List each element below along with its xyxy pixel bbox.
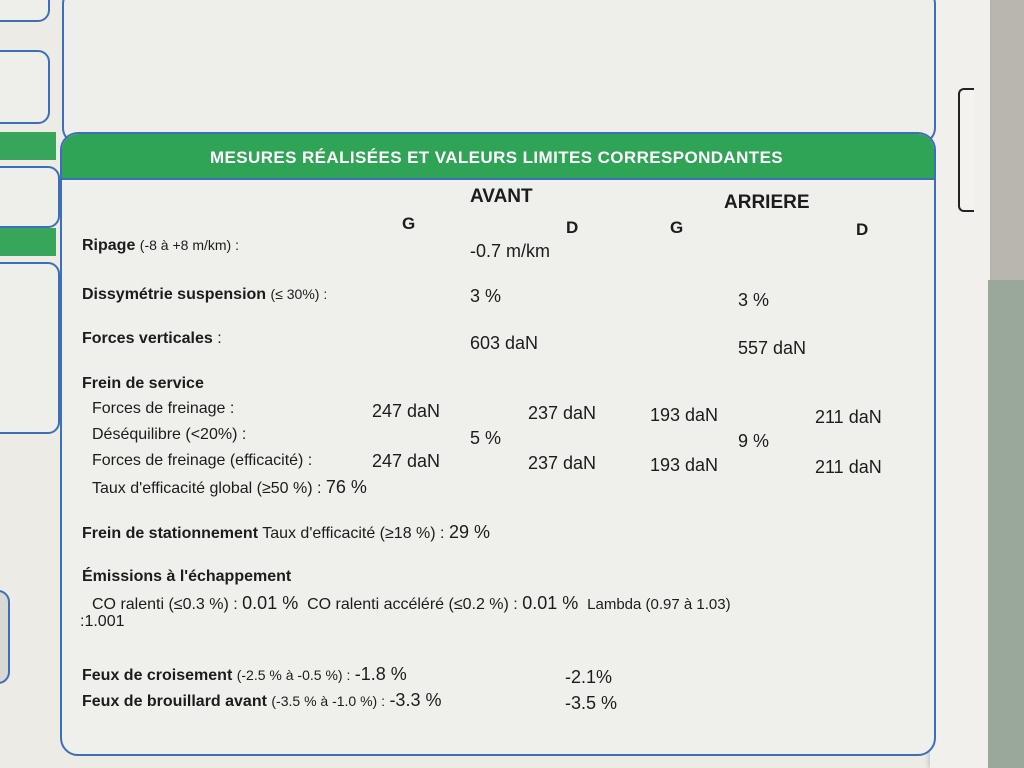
- forces-efficacite-avant-d: 237 daN: [528, 453, 597, 473]
- binder-tab: [958, 88, 974, 212]
- feux-brouillard-d: -3.5 %: [565, 693, 618, 713]
- ripage-label: Ripage: [82, 237, 136, 254]
- dissymetrie-label: Dissymétrie suspension: [82, 286, 267, 303]
- left-field-box: [0, 50, 50, 124]
- forces-verticales-arriere: 557 daN: [738, 338, 807, 358]
- section-title: MESURES RÉALISÉES ET VALEURS LIMITES CORRESPONDANTES: [210, 148, 784, 167]
- feux-brouillard-label: Feux de brouillard avant: [82, 693, 267, 710]
- left-green-band: [0, 228, 56, 256]
- feux-croisement-row: [82, 664, 407, 685]
- ripage-row: [82, 237, 239, 255]
- forces-freinage-avant-g: 247 daN: [372, 401, 441, 421]
- forces-efficacite-label: Forces de freinage (efficacité) :: [92, 452, 313, 469]
- co-accelere-value: 0.01 %: [522, 593, 579, 613]
- forces-verticales-suffix: :: [212, 330, 222, 347]
- frein-stationnement-label: Frein de stationnement: [82, 525, 259, 542]
- desequilibre-avant: 5 %: [470, 428, 502, 448]
- feux-croisement-label: Feux de croisement: [82, 667, 233, 684]
- co-ralenti-label: CO ralenti (≤0.3 %) :: [92, 596, 238, 613]
- co-accelere-label: CO ralenti accéléré (≤0.2 %) :: [307, 596, 518, 613]
- left-field-box: [0, 166, 60, 228]
- co-ralenti-value: 0.01 %: [242, 593, 299, 613]
- frein-service-title: Frein de service: [82, 375, 204, 392]
- previous-section-box: [62, 0, 936, 144]
- header-arriere: ARRIERE: [724, 192, 810, 213]
- header-avant-g: G: [402, 214, 416, 233]
- forces-verticales-row: [82, 330, 222, 348]
- left-field-box: [0, 0, 50, 22]
- header-avant-d: D: [566, 218, 579, 237]
- feux-croisement-limit: (-2.5 % à -0.5 %) :: [236, 667, 351, 683]
- ripage-value: -0.7 m/km: [470, 241, 551, 261]
- forces-freinage-avant-d: 237 daN: [528, 403, 597, 423]
- taux-efficacite-value: 76 %: [325, 477, 367, 497]
- feux-brouillard-limit: (-3.5 % à -1.0 %) :: [271, 693, 385, 709]
- header-arriere-d: D: [856, 220, 869, 239]
- lambda-value: :1.001: [80, 613, 125, 630]
- taux-efficacite-row: [92, 477, 367, 498]
- left-green-band: [0, 132, 56, 160]
- header-arriere-g: G: [670, 218, 684, 237]
- dissymetrie-row: [82, 286, 327, 304]
- frein-stationnement-limit: Taux d'efficacité (≥18 %) :: [262, 525, 445, 542]
- left-field-box: [0, 590, 10, 684]
- frein-stationnement-row: [82, 522, 490, 543]
- lambda-label: Lambda (0.97 à 1.03): [587, 596, 731, 613]
- desequilibre-label: Déséquilibre (<20%) :: [92, 426, 247, 443]
- forces-efficacite-avant-g: 247 daN: [372, 451, 441, 471]
- emissions-title: Émissions à l'échappement: [82, 568, 292, 585]
- dissymetrie-arriere: 3 %: [738, 290, 770, 310]
- forces-freinage-arriere-g: 193 daN: [650, 405, 719, 425]
- ripage-limit: (-8 à +8 m/km) :: [139, 237, 239, 253]
- desequilibre-arriere: 9 %: [738, 431, 770, 451]
- forces-verticales-label: Forces verticales: [82, 330, 213, 347]
- feux-brouillard-row: [82, 690, 441, 711]
- feux-croisement-d: -2.1%: [565, 667, 613, 687]
- forces-freinage-label: Forces de freinage :: [92, 400, 235, 417]
- taux-efficacite-label: Taux d'efficacité global (≥50 %) :: [92, 480, 322, 497]
- forces-verticales-avant: 603 daN: [470, 333, 539, 353]
- dissymetrie-avant: 3 %: [470, 286, 502, 306]
- background-surface: [988, 280, 1024, 768]
- emissions-row: [92, 593, 731, 614]
- forces-efficacite-arriere-g: 193 daN: [650, 455, 719, 475]
- dissymetrie-limit: (≤ 30%) :: [270, 286, 328, 302]
- header-avant: AVANT: [470, 186, 533, 207]
- feux-croisement-g: -1.8 %: [354, 664, 407, 684]
- forces-freinage-arriere-d: 211 daN: [815, 407, 882, 427]
- forces-efficacite-arriere-d: 211 daN: [815, 457, 882, 477]
- frein-stationnement-value: 29 %: [448, 522, 490, 542]
- left-field-box: [0, 262, 60, 434]
- feux-brouillard-g: -3.3 %: [389, 690, 442, 710]
